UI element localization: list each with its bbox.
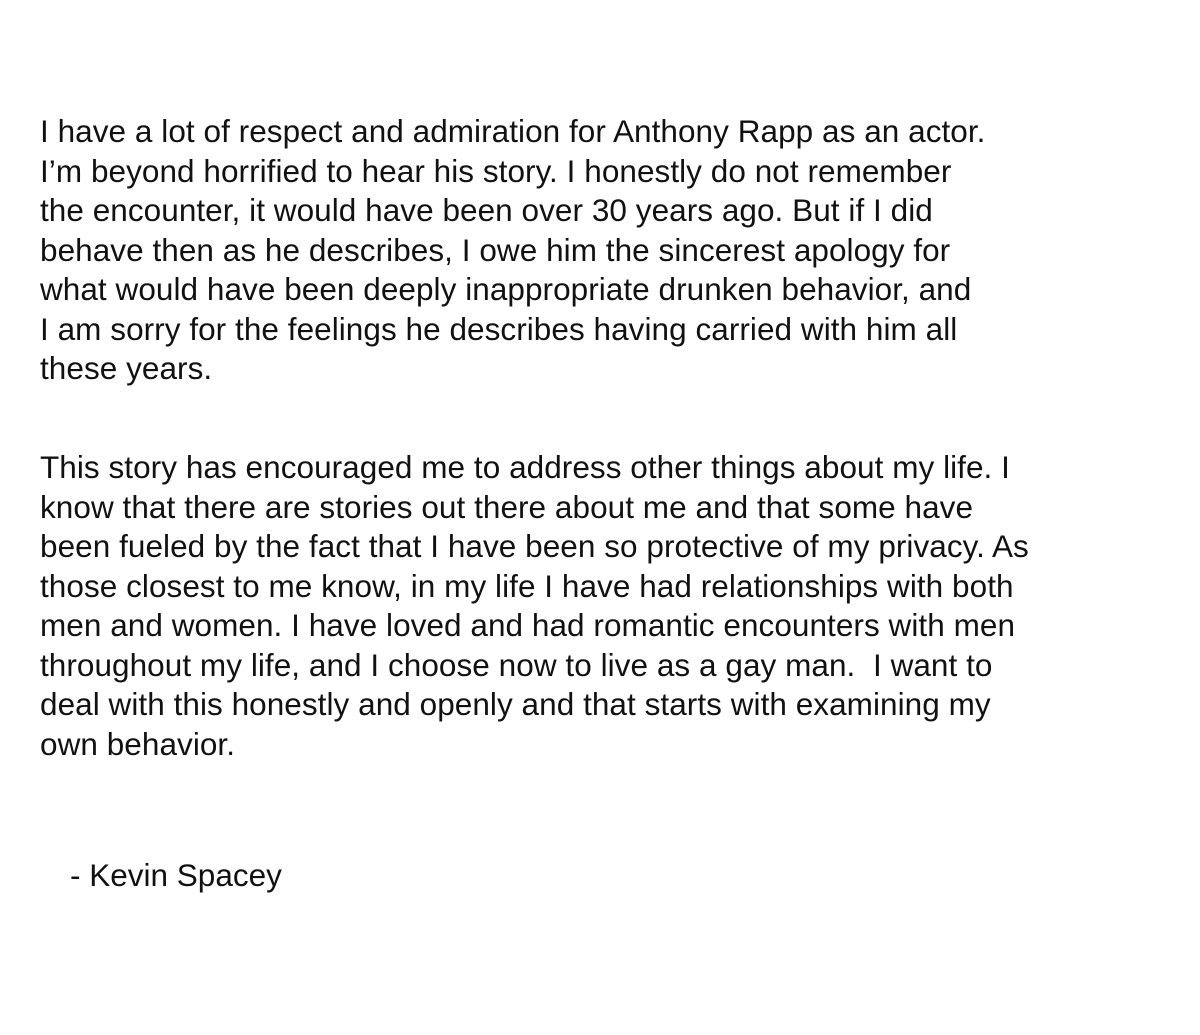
text-line: the encounter, it would have been over 30 years ago. But if I did	[40, 192, 933, 228]
text-line: I am sorry for the feelings he describes having carried with him all	[40, 311, 958, 347]
text-line: behave then as he describes, I owe him the sincerest apology for	[40, 232, 951, 268]
text-line: This story has encouraged me to address other things about my life. I	[40, 449, 1010, 485]
text-line: own behavior.	[40, 726, 236, 762]
text-line: I have a lot of respect and admiration for Anthony Rapp as an actor.	[40, 113, 986, 149]
text-line: throughout my life, and I choose now to live as a gay man. I want to	[40, 647, 993, 683]
text-line: those closest to me know, in my life I have had relationships with both	[40, 568, 1014, 604]
text-line: men and women. I have loved and had romantic encounters with men	[40, 607, 1016, 643]
signature: - Kevin Spacey	[70, 857, 282, 893]
text-line: I’m beyond horrified to hear his story. I honestly do not remember	[40, 153, 952, 189]
text-line: these years.	[40, 350, 213, 386]
text-line: know that there are stories out there about me and that some have	[40, 489, 974, 525]
text-line: deal with this honestly and openly and that starts with examining my	[40, 686, 991, 722]
text-line: what would have been deeply inappropriate drunken behavior, and	[40, 271, 972, 307]
text-line: been fueled by the fact that I have been so protective of my privacy. As	[40, 528, 1029, 564]
